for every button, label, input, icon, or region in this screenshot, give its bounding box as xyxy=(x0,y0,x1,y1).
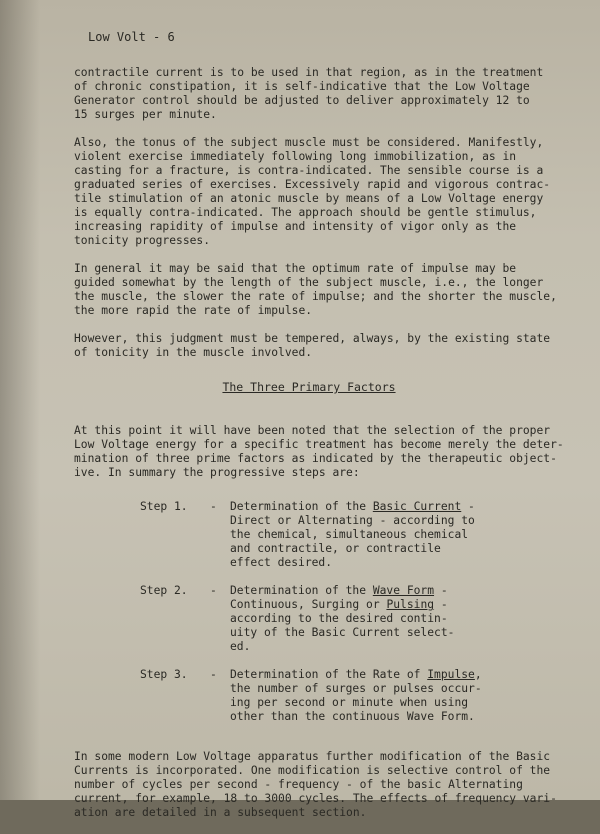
text-line: Determination of the Rate of Impulse, xyxy=(230,668,482,681)
steps-list xyxy=(140,500,574,724)
step-text xyxy=(230,668,482,724)
text-line: At this point it will have been noted that the selection of the proper xyxy=(74,424,551,437)
step-item xyxy=(140,500,574,570)
text-line: In some modern Low Voltage apparatus further modification of the Basic xyxy=(74,750,551,763)
step-dash: - xyxy=(210,500,217,513)
text-line: current, for example, 18 to 3000 cycles. The effects of frequency vari- xyxy=(74,792,557,805)
text-line: Generator control should be adjusted to deliver approximately 12 to xyxy=(74,94,530,107)
text-line: However, this judgment must be tempered, always, by the existing state xyxy=(74,332,551,345)
step-label: Step 3. xyxy=(140,668,188,681)
text-line: Continuous, Surging or Pulsing - xyxy=(230,598,448,611)
closing-paragraph xyxy=(74,750,574,820)
step-text xyxy=(230,500,475,570)
text-line: tile stimulation of an atonic muscle by means of a Low Voltage energy xyxy=(74,192,544,205)
step-item xyxy=(140,668,574,724)
text-line: effect desired. xyxy=(230,556,333,569)
step-dash: - xyxy=(210,584,217,597)
text-line: guided somewhat by the length of the subject muscle, i.e., the longer xyxy=(74,276,544,289)
step-text xyxy=(230,584,454,654)
text-line: Determination of the Basic Current - xyxy=(230,500,475,513)
text-line: contractile current is to be used in that region, as in the treatment xyxy=(74,66,544,79)
text-line: ed. xyxy=(230,640,251,653)
text-line: violent exercise immediately following long immobilization, as in xyxy=(74,150,517,163)
text-line: of chronic constipation, it is self-indicative that the Low Voltage xyxy=(74,80,530,93)
text-line: ive. In summary the progressive steps are: xyxy=(74,466,360,479)
text-line: of tonicity in the muscle involved. xyxy=(74,346,313,359)
document-body xyxy=(74,66,574,834)
text-line: 15 surges per minute. xyxy=(74,108,217,121)
text-line: Low Voltage energy for a specific treatment has become merely the deter- xyxy=(74,438,564,451)
text-line: the chemical, simultaneous chemical xyxy=(230,528,469,541)
text-line: the more rapid the rate of impulse. xyxy=(74,304,313,317)
page-shadow xyxy=(0,0,40,800)
text-line: uity of the Basic Current select- xyxy=(230,626,455,639)
text-line: other than the continuous Wave Form. xyxy=(230,710,475,723)
section-heading: The Three Primary Factors xyxy=(222,380,396,394)
text-line: ation are detailed in a subsequent section. xyxy=(74,806,367,819)
text-line: number of cycles per second - frequency - of the basic Alternating xyxy=(74,778,523,791)
text-line: mination of three prime factors as indicated by the therapeutic object- xyxy=(74,452,557,465)
paragraph-1 xyxy=(74,66,574,122)
text-line: ing per second or minute when using xyxy=(230,696,469,709)
text-line: increasing rapidity of impulse and intensity of vigor only as the xyxy=(74,220,517,233)
step-dash: - xyxy=(210,668,217,681)
text-line: Currents is incorporated. One modification is selective control of the xyxy=(74,764,551,777)
text-line: according to the desired contin- xyxy=(230,612,448,625)
text-line: casting for a fracture, is contra-indicated. The sensible course is a xyxy=(74,164,544,177)
text-line: Direct or Alternating - according to xyxy=(230,514,475,527)
text-line: graduated series of exercises. Excessively rapid and vigorous contrac- xyxy=(74,178,551,191)
summary-paragraph xyxy=(74,424,574,480)
text-line: Determination of the Wave Form - xyxy=(230,584,448,597)
step-item xyxy=(140,584,574,654)
text-line: In general it may be said that the optimum rate of impulse may be xyxy=(74,262,517,275)
text-line: Also, the tonus of the subject muscle must be considered. Manifestly, xyxy=(74,136,544,149)
step-label: Step 1. xyxy=(140,500,188,513)
text-line: and contractile, or contractile xyxy=(230,542,441,555)
step-label: Step 2. xyxy=(140,584,188,597)
text-line: tonicity progresses. xyxy=(74,234,211,247)
paragraph-3 xyxy=(74,262,574,318)
paragraph-4 xyxy=(74,332,574,360)
page-header: Low Volt - 6 xyxy=(88,30,175,44)
text-line: the muscle, the slower the rate of impulse; and the shorter the muscle, xyxy=(74,290,557,303)
text-line: is equally contra-indicated. The approach should be gentle stimulus, xyxy=(74,206,537,219)
paragraph-2 xyxy=(74,136,574,248)
text-line: the number of surges or pulses occur- xyxy=(230,682,482,695)
